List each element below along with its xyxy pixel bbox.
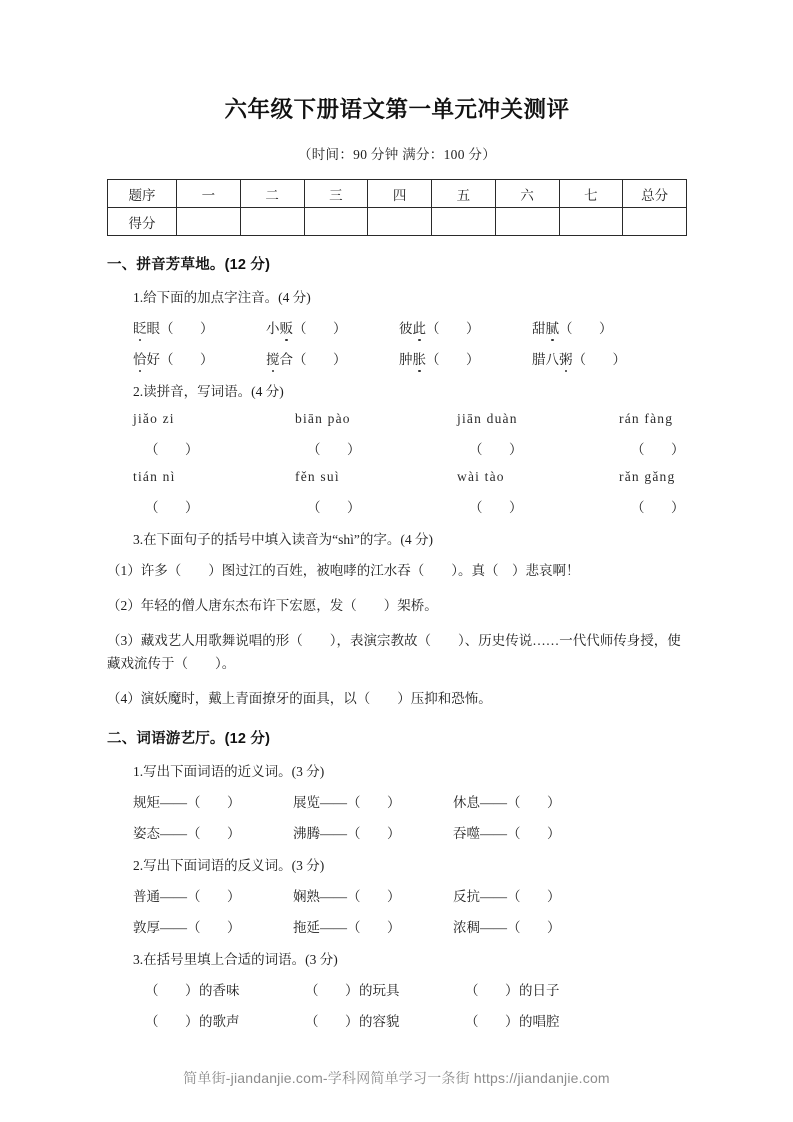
answer-blank[interactable]: （ ）: [572, 352, 627, 368]
antonym-item: 普通——（ ）: [133, 889, 241, 905]
modifier-item: （ ）的玩具: [305, 983, 400, 999]
dotted-char: 粥: [559, 348, 573, 368]
answer-blank[interactable]: （ ）: [305, 1014, 359, 1030]
dotted-char: 恰: [133, 348, 147, 368]
answer-blank[interactable]: （ ）: [559, 321, 613, 337]
pinyin-text: tián nì: [133, 469, 176, 485]
answer-blank[interactable]: （ ）: [347, 795, 401, 811]
pinyin-answer-row-2: [107, 496, 687, 516]
answer-blank[interactable]: （ ）: [347, 826, 401, 842]
fill-sentence-3[interactable]: （3）藏戏艺人用歌舞说唱的形（ ），表演宗教故（ ）、历史传说……一代代师传身授，使藏戏流传于（ ）。: [107, 632, 681, 672]
col-header-5: 五: [432, 180, 496, 208]
page-content: [107, 0, 687, 1030]
score-cell-7[interactable]: [559, 208, 623, 236]
answer-blank[interactable]: （ ）: [507, 889, 561, 905]
antonym-item: 拖延——（ ）: [293, 920, 401, 936]
col-header-6: 六: [495, 180, 559, 208]
dotted-char-row-1: [107, 317, 687, 337]
answer-blank[interactable]: （ ）: [305, 983, 359, 999]
synonym-row-2: [107, 822, 687, 842]
answer-blank[interactable]: （ ）: [507, 795, 561, 811]
score-cell-1[interactable]: [177, 208, 241, 236]
antonym-item: 反抗——（ ）: [453, 889, 561, 905]
score-cell-total[interactable]: [623, 208, 687, 236]
pinyin-text: jiān duàn: [457, 411, 518, 427]
answer-blank[interactable]: （ ）: [160, 352, 214, 368]
score-table: [107, 179, 687, 236]
synonym-item: 休息——（ ）: [453, 795, 561, 811]
dotted-item: 肿胀（ ）: [399, 348, 532, 368]
pinyin-text: rán fàng: [619, 411, 674, 427]
answer-blank[interactable]: （ ）: [187, 920, 241, 936]
dotted-char: 此: [413, 317, 427, 337]
pinyin-text: fěn suì: [295, 469, 340, 485]
score-cell-6[interactable]: [495, 208, 559, 236]
answer-blank[interactable]: （ ）: [145, 442, 199, 458]
synonym-item: 姿态——（ ）: [133, 826, 241, 842]
answer-blank[interactable]: （ ）: [187, 795, 241, 811]
dotted-item: 彼此（ ）: [399, 317, 532, 337]
modifier-item: （ ）的日子: [465, 983, 560, 999]
answer-blank[interactable]: （ ）: [469, 442, 523, 458]
pinyin-text: biān pào: [295, 411, 351, 427]
answer-blank[interactable]: （ ）: [465, 983, 519, 999]
answer-blank[interactable]: （ ）: [293, 321, 347, 337]
dotted-item: 搅合（ ）: [266, 348, 399, 368]
antonym-item: 浓稠——（ ）: [453, 920, 561, 936]
modifier-item: （ ）的容貌: [305, 1014, 400, 1030]
answer-blank[interactable]: （ ）: [347, 889, 401, 905]
modifier-row-2: [107, 1010, 687, 1030]
dotted-char: 眨: [133, 317, 147, 337]
synonym-item: 沸腾——（ ）: [293, 826, 401, 842]
dotted-char: 腻: [546, 317, 560, 337]
section-heading-1: 一、拼音芳草地。(12 分): [107, 257, 271, 274]
row-label-question-no: 题序: [108, 180, 177, 208]
synonym-row-1: [107, 791, 687, 811]
question-prompt-2-1: 1.写出下面词语的近义词。(3 分): [133, 764, 325, 780]
dotted-char-row-2: [107, 348, 687, 368]
answer-blank[interactable]: （ ）: [465, 1014, 519, 1030]
answer-blank[interactable]: （ ）: [631, 442, 685, 458]
score-cell-3[interactable]: [304, 208, 368, 236]
table-row: [108, 208, 687, 236]
answer-blank[interactable]: （ ）: [507, 920, 561, 936]
answer-blank[interactable]: （ ）: [145, 1014, 199, 1030]
answer-blank[interactable]: （ ）: [187, 889, 241, 905]
fill-sentence-2[interactable]: （2）年轻的僧人唐东杰布许下宏愿，发（ ）架桥。: [107, 597, 438, 613]
pinyin-text: jiǎo zi: [133, 411, 175, 427]
answer-blank[interactable]: （ ）: [469, 500, 523, 516]
pinyin-row-2: [107, 469, 687, 485]
col-header-total: 总分: [623, 180, 687, 208]
synonym-item: 吞噬——（ ）: [453, 826, 561, 842]
section-heading-2: 二、词语游艺厅。(12 分): [107, 731, 271, 748]
col-header-1: 一: [177, 180, 241, 208]
score-cell-5[interactable]: [432, 208, 496, 236]
dotted-char: 贩: [280, 317, 294, 337]
footer-watermark: 简单街-jiandanjie.com-学科网简单学习一条街 https://jiandanjie.com: [183, 1070, 610, 1086]
col-header-2: 二: [240, 180, 304, 208]
answer-blank[interactable]: （ ）: [347, 920, 401, 936]
answer-blank[interactable]: （ ）: [145, 500, 199, 516]
antonym-row-1: [107, 885, 687, 905]
dotted-item: 恰好（ ）: [133, 348, 266, 368]
synonym-item: 展览——（ ）: [293, 795, 401, 811]
question-prompt-2-3: 3.在括号里填上合适的词语。(3 分): [133, 952, 338, 968]
pinyin-text: wài tào: [457, 469, 505, 485]
table-row: [108, 180, 687, 208]
row-label-score: 得分: [108, 208, 177, 236]
antonym-item: 娴熟——（ ）: [293, 889, 401, 905]
answer-blank[interactable]: （ ）: [507, 826, 561, 842]
question-prompt-1-3: 3.在下面句子的括号中填入读音为“shì”的字。(4 分): [133, 532, 433, 548]
answer-blank[interactable]: （ ）: [293, 352, 347, 368]
score-cell-2[interactable]: [240, 208, 304, 236]
answer-blank[interactable]: （ ）: [307, 500, 361, 516]
dotted-item: 腊八粥（ ）: [532, 348, 627, 368]
question-prompt-2-2: 2.写出下面词语的反义词。(3 分): [133, 858, 325, 874]
synonym-item: 规矩——（ ）: [133, 795, 241, 811]
question-prompt-1-1: 1.给下面的加点字注音。(4 分): [133, 290, 311, 306]
modifier-item: （ ）的歌声: [145, 1014, 240, 1030]
answer-blank[interactable]: （ ）: [145, 983, 199, 999]
answer-blank[interactable]: （ ）: [631, 500, 685, 516]
dotted-item: 眨眼（ ）: [133, 317, 266, 337]
score-cell-4[interactable]: [368, 208, 432, 236]
dotted-item: 甜腻（ ）: [532, 317, 613, 337]
antonym-item: 敦厚——（ ）: [133, 920, 241, 936]
modifier-item: （ ）的香味: [145, 983, 240, 999]
dotted-item: 小贩（ ）: [266, 317, 399, 337]
fill-sentence-4[interactable]: （4）演妖魔时，戴上青面撩牙的面具，以（ ）压抑和恐怖。: [107, 690, 492, 706]
dotted-char: 胀: [413, 348, 427, 368]
col-header-3: 三: [304, 180, 368, 208]
answer-blank[interactable]: （ ）: [426, 352, 480, 368]
pinyin-text: rǎn gǎng: [619, 469, 676, 485]
answer-blank[interactable]: （ ）: [307, 442, 361, 458]
pinyin-answer-row-1: [107, 438, 687, 458]
col-header-7: 七: [559, 180, 623, 208]
question-prompt-1-2: 2.读拼音，写词语。(4 分): [133, 384, 284, 400]
dotted-char: 搅: [266, 348, 280, 368]
col-header-4: 四: [368, 180, 432, 208]
pinyin-row-1: [107, 411, 687, 427]
answer-blank[interactable]: （ ）: [426, 321, 480, 337]
modifier-item: （ ）的唱腔: [465, 1014, 560, 1030]
antonym-row-2: [107, 916, 687, 936]
modifier-row-1: [107, 979, 687, 999]
answer-blank[interactable]: （ ）: [160, 321, 214, 337]
fill-sentence-1[interactable]: （1）许多（ ）图过江的百姓，被咆哮的江水吞（ ）。真（ ）悲哀啊！: [107, 563, 580, 579]
page-title: 六年级下册语文第一单元冲关测评: [224, 97, 570, 122]
answer-blank[interactable]: （ ）: [187, 826, 241, 842]
exam-meta-line: （时间：90 分钟 满分：100 分）: [297, 147, 497, 163]
